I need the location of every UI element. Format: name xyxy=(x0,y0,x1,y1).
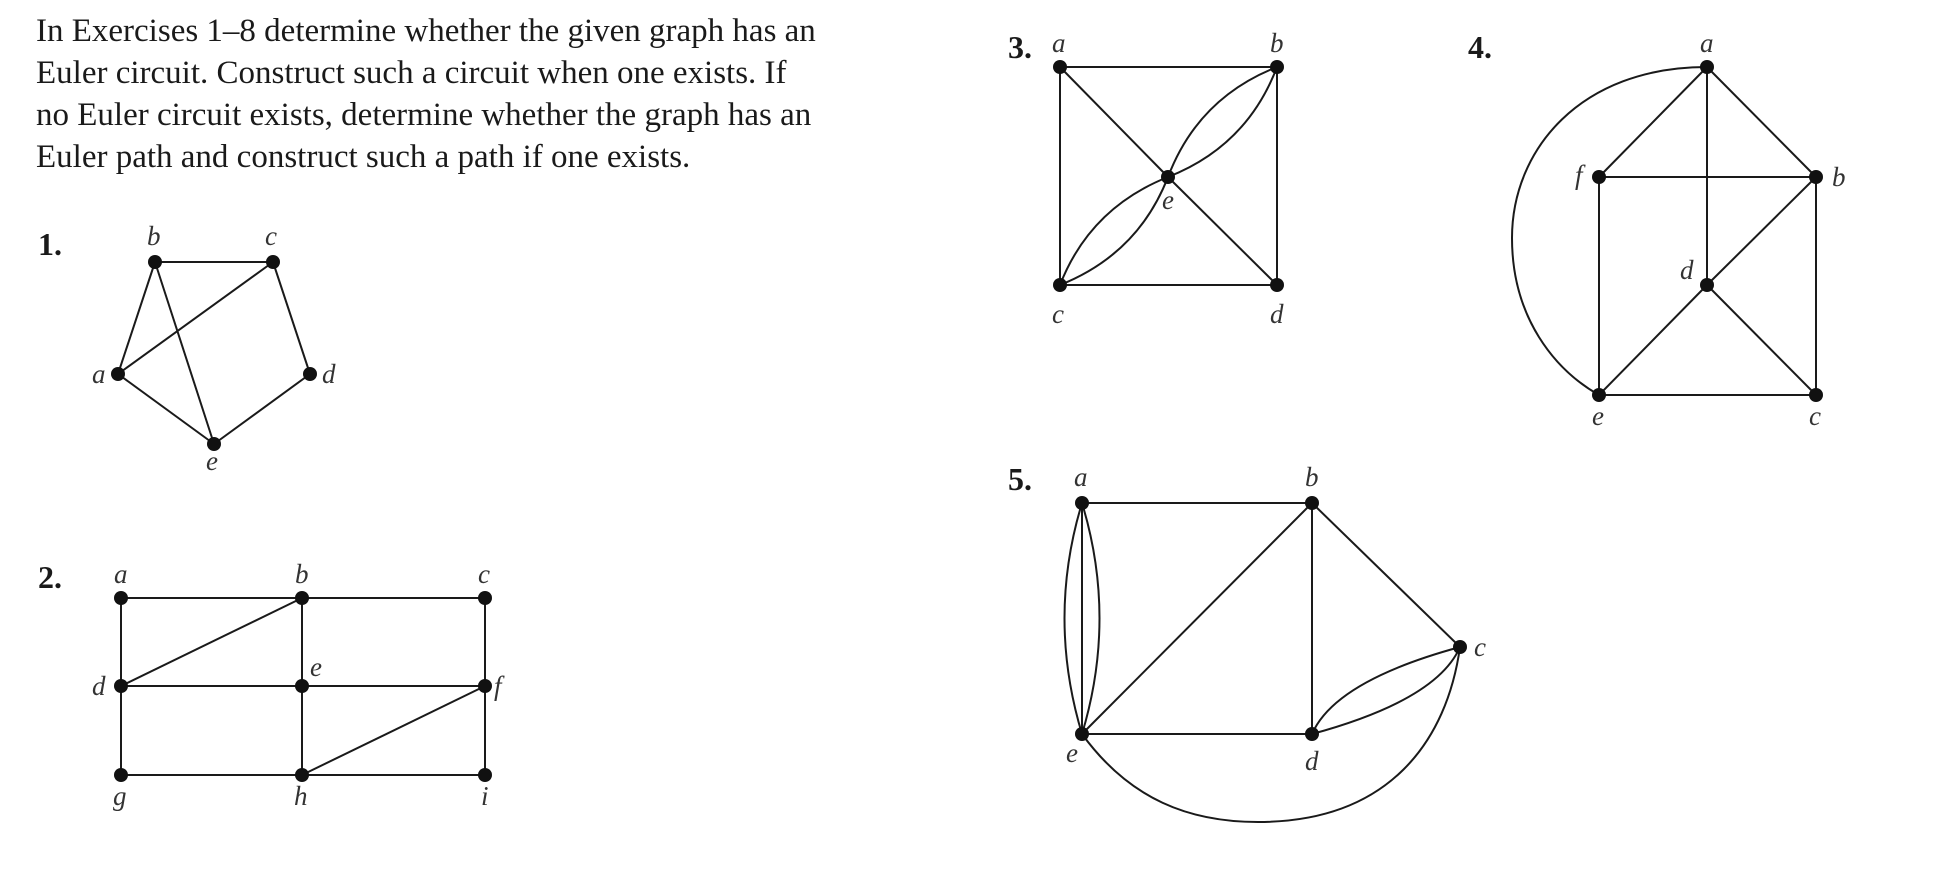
graph-vertex xyxy=(1053,60,1067,74)
graph-edge xyxy=(1082,503,1100,734)
graph-vertex xyxy=(148,255,162,269)
vertex-label: e xyxy=(206,446,218,476)
exercise-number: 1. xyxy=(38,226,62,262)
graph-vertex xyxy=(1809,388,1823,402)
vertex-label: c xyxy=(265,221,277,251)
graph-vertex xyxy=(478,679,492,693)
graph-vertex xyxy=(478,768,492,782)
vertex-label: d xyxy=(1680,255,1694,285)
graph-exercise-2 xyxy=(38,559,505,811)
vertex-label: d xyxy=(1305,746,1319,776)
graph-edge xyxy=(155,262,214,444)
graph-vertex xyxy=(1053,278,1067,292)
graph-edge xyxy=(1060,177,1168,285)
graph-vertex xyxy=(303,367,317,381)
graph-edge xyxy=(1060,177,1168,285)
graph-edge xyxy=(118,262,155,374)
exercise-number: 4. xyxy=(1468,29,1492,65)
vertex-label: a xyxy=(1052,28,1066,58)
graph-edge xyxy=(1082,503,1312,734)
instruction-line: no Euler circuit exists, determine whether the graph has an xyxy=(36,97,812,133)
vertex-label: b xyxy=(295,559,309,589)
vertex-label: h xyxy=(294,781,308,811)
graph-edge xyxy=(1707,67,1816,177)
vertex-label: a xyxy=(114,559,128,589)
graph-vertex xyxy=(1700,278,1714,292)
graph-exercise-1 xyxy=(38,221,336,476)
graph-edge xyxy=(118,262,273,374)
exercise-number: 5. xyxy=(1008,461,1032,497)
vertex-label: b xyxy=(1270,28,1284,58)
vertex-label: f xyxy=(494,671,502,701)
graph-edge xyxy=(1060,67,1168,177)
graph-vertex xyxy=(114,679,128,693)
exercise-number: 3. xyxy=(1008,29,1032,65)
graph-edge xyxy=(1168,67,1277,177)
graph-vertex xyxy=(1700,60,1714,74)
graph-exercise-4 xyxy=(1468,28,1846,431)
graph-edge xyxy=(302,686,485,775)
graph-vertex xyxy=(1305,496,1319,510)
graph-vertex xyxy=(266,255,280,269)
graph-edge xyxy=(1065,503,1083,734)
vertex-label: g xyxy=(113,781,127,811)
graph-exercise-3 xyxy=(1008,28,1284,329)
graph-vertex xyxy=(295,591,309,605)
vertex-label: d xyxy=(92,671,106,701)
graph-edge xyxy=(1512,67,1707,395)
vertex-label: b xyxy=(1305,462,1319,492)
vertex-label: e xyxy=(1592,401,1604,431)
graph-edge xyxy=(1168,67,1277,177)
graph-edge xyxy=(1707,285,1816,395)
vertex-label: c xyxy=(1474,632,1486,662)
graph-edge xyxy=(1707,177,1816,285)
graph-edge xyxy=(214,374,310,444)
vertex-label: c xyxy=(478,559,490,589)
graph-vertex xyxy=(114,591,128,605)
vertex-label: e xyxy=(1066,738,1078,768)
graph-vertex xyxy=(111,367,125,381)
graph-vertex xyxy=(1592,170,1606,184)
vertex-label: d xyxy=(322,359,336,389)
graph-edge xyxy=(121,598,302,686)
vertex-label: b xyxy=(1832,162,1846,192)
graph-edge xyxy=(118,374,214,444)
vertex-label: f xyxy=(1575,160,1583,190)
instruction-line: In Exercises 1–8 determine whether the given graph has an xyxy=(36,13,816,49)
graph-edge xyxy=(1168,177,1277,285)
vertex-label: c xyxy=(1809,401,1821,431)
vertex-label: a xyxy=(1700,28,1714,58)
vertex-label: c xyxy=(1052,299,1064,329)
graph-vertex xyxy=(1453,640,1467,654)
graph-vertex xyxy=(1592,388,1606,402)
graph-vertex xyxy=(1270,278,1284,292)
graph-edge xyxy=(1599,285,1707,395)
graph-vertex xyxy=(1809,170,1823,184)
vertex-label: b xyxy=(147,221,161,251)
graph-exercise-5 xyxy=(1008,461,1486,822)
graph-vertex xyxy=(295,679,309,693)
graph-vertex xyxy=(478,591,492,605)
exercise-number: 2. xyxy=(38,559,62,595)
vertex-label: i xyxy=(481,781,489,811)
graph-edge xyxy=(1312,503,1460,647)
graph-vertex xyxy=(1270,60,1284,74)
instruction-line: Euler path and construct such a path if one exists. xyxy=(36,139,691,175)
vertex-label: d xyxy=(1270,299,1284,329)
graph-vertex xyxy=(114,768,128,782)
vertex-label: a xyxy=(92,359,106,389)
vertex-label: a xyxy=(1074,462,1088,492)
instruction-line: Euler circuit. Construct such a circuit when one exists. If xyxy=(36,55,787,91)
graph-vertex xyxy=(1161,170,1175,184)
vertex-label: e xyxy=(1162,185,1174,215)
graph-vertex xyxy=(1075,496,1089,510)
graph-edge xyxy=(273,262,310,374)
graph-vertex xyxy=(1305,727,1319,741)
graph-vertex xyxy=(295,768,309,782)
vertex-label: e xyxy=(310,652,322,682)
